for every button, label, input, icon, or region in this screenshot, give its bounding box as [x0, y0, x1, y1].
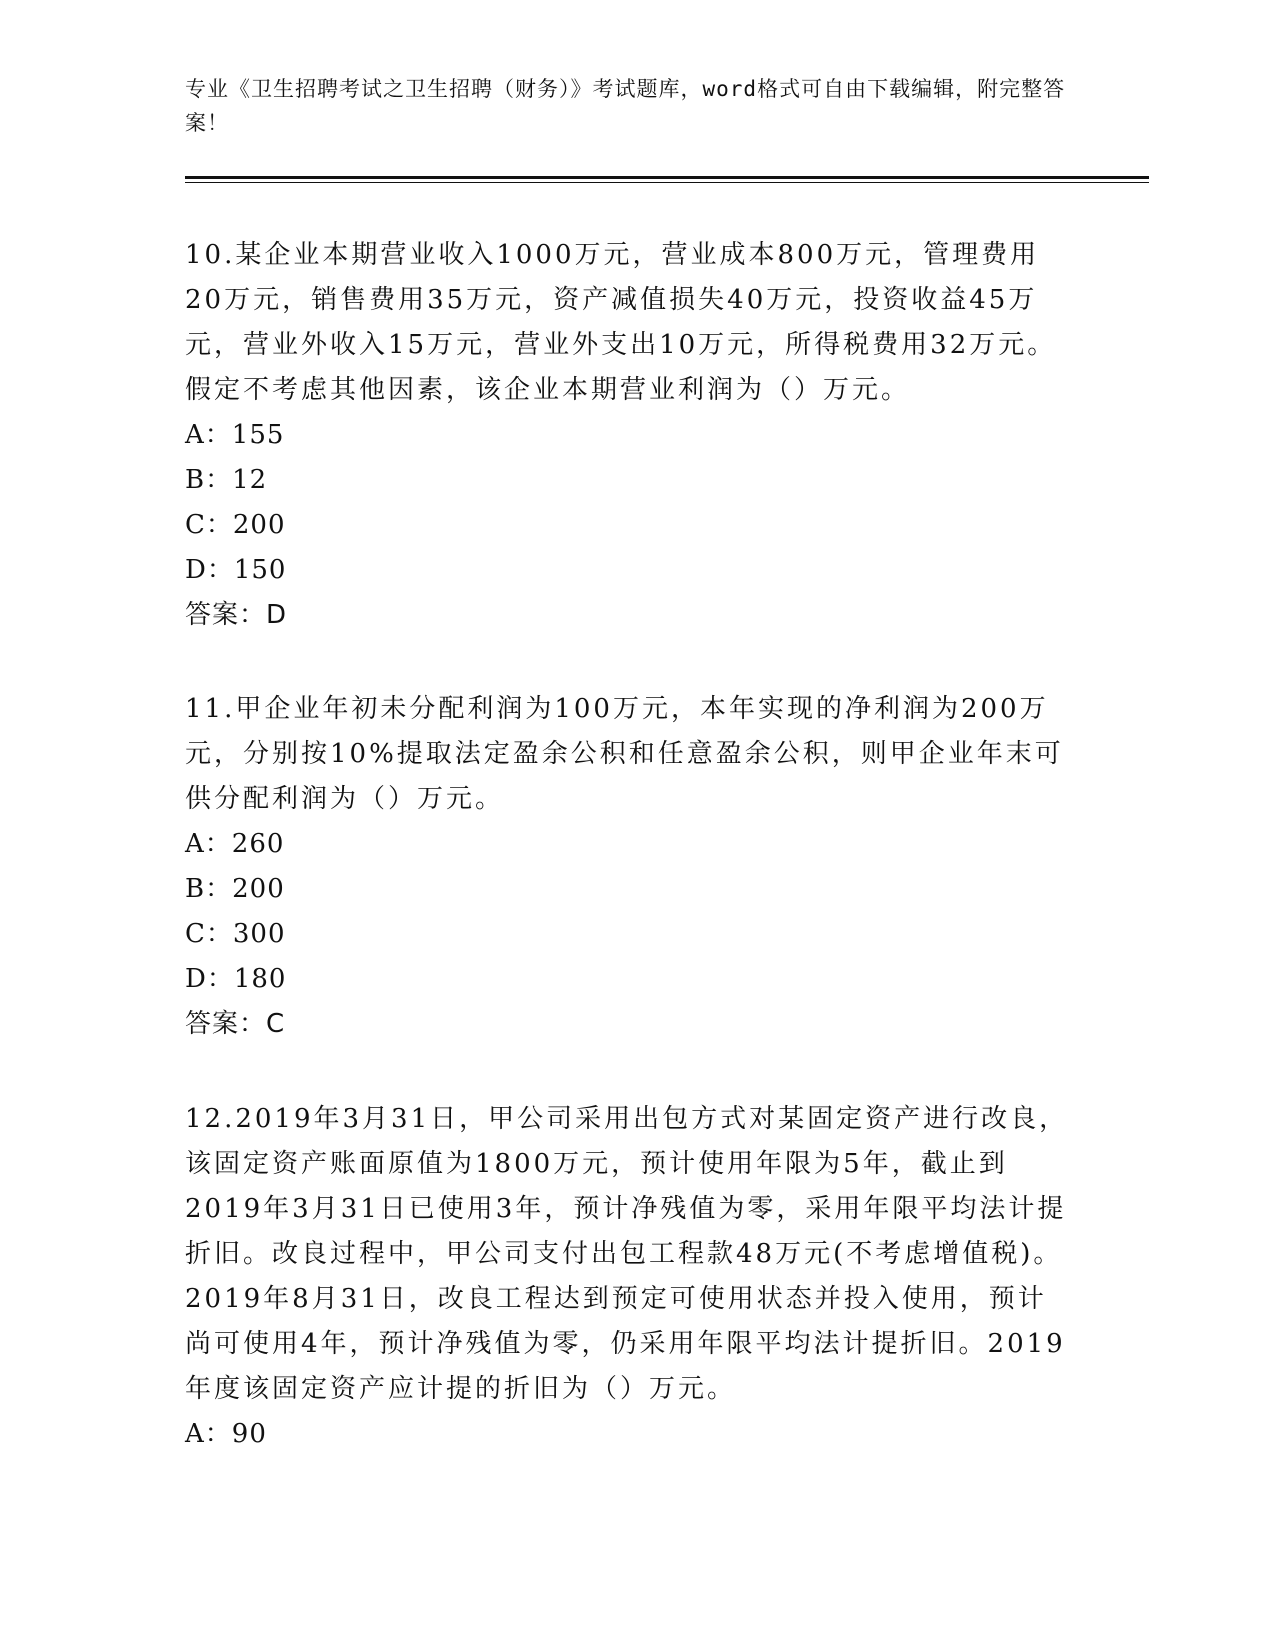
option-a: A：90: [185, 1419, 267, 1449]
question-11: [185, 687, 1075, 1047]
option-b: B：200: [185, 874, 285, 904]
question-stem: 11.甲企业年初未分配利润为100万元，本年实现的净利润为200万元，分别按10%提取法定盈余公积和任意盈余公积，则甲企业年末可供分配利润为（）万元。: [185, 694, 1064, 814]
option-b: B：12: [185, 465, 268, 495]
question-stem: 12.2019年3月31日，甲公司采用出包方式对某固定资产进行改良，该固定资产账面原值为1800万元，预计使用年限为5年，截止到2019年3月31日已使用3年，预计净残值为零，采用年限平均法计提折旧。改良过程中，甲公司支付出包工程款48万元(不考虑增值税)。2019年8月31日，改良工程达到预定可使用状态并投入使用，预计尚可使用4年，预计净残值为零，仍采用年限平均法计提折旧。2019年度该固定资产应计提的折旧为（）万元。: [185, 1104, 1069, 1404]
option-c: C：200: [185, 510, 286, 540]
header-text: 专业《卫生招聘考试之卫生招聘（财务）》考试题库，word格式可自由下载编辑，附完整答案！: [185, 77, 1066, 135]
question-stem: 10.某企业本期营业收入1000万元，营业成本800万元，管理费用20万元，销售费用35万元，资产减值损失40万元，投资收益45万元，营业外收入15万元，营业外支出10万元，所得税费用32万元。假定不考虑其他因素，该企业本期营业利润为（）万元。: [185, 240, 1057, 405]
question-12: [185, 1097, 1075, 1457]
document-header: [185, 72, 1085, 140]
header-divider: [185, 176, 1149, 179]
answer-line: 答案：C: [185, 1009, 286, 1039]
option-a: A：155: [185, 420, 285, 450]
option-d: D：150: [185, 555, 287, 585]
option-c: C：300: [185, 919, 286, 949]
option-a: A：260: [185, 829, 285, 859]
answer-line: 答案：D: [185, 600, 288, 630]
option-d: D：180: [185, 964, 287, 994]
question-10: [185, 233, 1075, 638]
